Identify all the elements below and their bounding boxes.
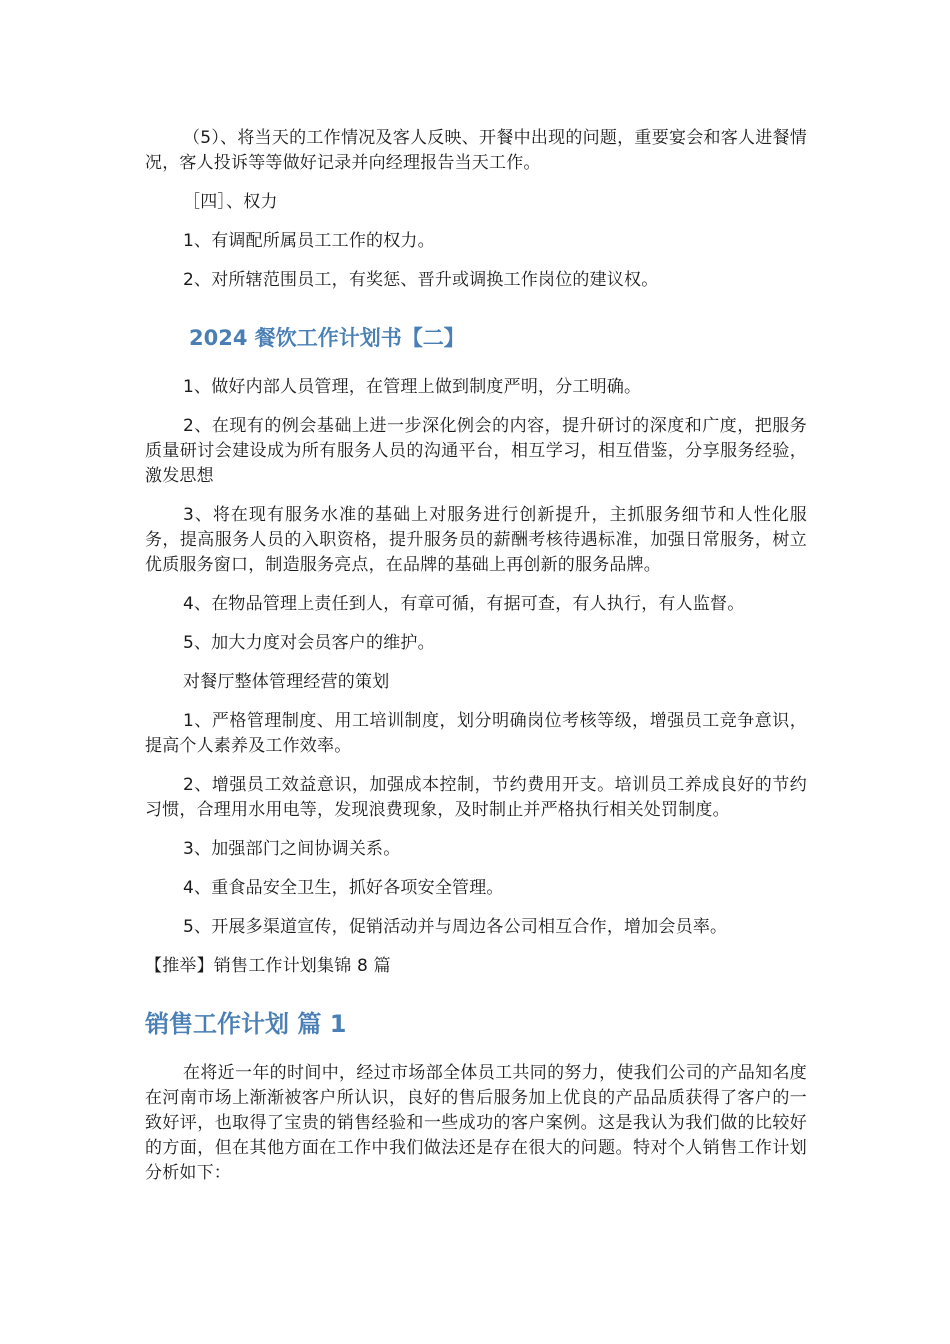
- section-heading: 2024 餐饮工作计划书【二】: [189, 326, 465, 350]
- paragraph: （5）、将当天的工作情况及客人反映、开餐中出现的问题，重要宴会和客人进餐情况，客人投诉等等做好记录并向经理报告当天工作。: [145, 128, 807, 173]
- paragraph: 在将近一年的时间中，经过市场部全体员工共同的努力，使我们公司的产品知名度在河南市场上渐渐被客户所认识，良好的售后服务加上优良的产品品质获得了客户的一致好评，也取得了宝贵的销售经验和一些成功的客户案例。这是我认为我们做的比较好的方面，但在其他方面在工作中我们做法还是存在很大的问题。特对个人销售工作计划分析如下：: [145, 1063, 807, 1183]
- document-page: [145, 126, 807, 1186]
- list-item: 1、做好内部人员管理，在管理上做到制度严明，分工明确。: [183, 377, 642, 397]
- list-item: 2、在现有的例会基础上进一步深化例会的内容，提升研讨的深度和广度，把服务质量研讨会建设成为所有服务人员的沟通平台，相互学习，相互借鉴，分享服务经验，激发思想: [145, 416, 807, 486]
- list-item: 4、重食品安全卫生，抓好各项安全管理。: [183, 878, 504, 898]
- page-title: 销售工作计划 篇 1: [145, 1010, 347, 1038]
- section-label: ［四］、权力: [183, 192, 278, 212]
- list-item: 2、增强员工效益意识，加强成本控制，节约费用开支。培训员工养成良好的节约习惯，合理用水用电等，发现浪费现象，及时制止并严格执行相关处罚制度。: [145, 775, 807, 820]
- paragraph: 2、对所辖范围员工，有奖惩、晋升或调换工作岗位的建议权。: [183, 270, 659, 290]
- list-item: 1、严格管理制度、用工培训制度，划分明确岗位考核等级，增强员工竞争意识，提高个人素养及工作效率。: [145, 711, 807, 756]
- list-item: 4、在物品管理上责任到人，有章可循，有据可查，有人执行，有人监督。: [183, 594, 745, 614]
- list-item: 3、加强部门之间协调关系。: [183, 839, 401, 859]
- recommend-line: 【推举】销售工作计划集锦 8 篇: [145, 956, 391, 976]
- subsection-title: 对餐厅整体管理经营的策划: [183, 672, 390, 692]
- paragraph: 1、有调配所属员工工作的权力。: [183, 231, 435, 251]
- list-item: 5、开展多渠道宣传，促销活动并与周边各公司相互合作，增加会员率。: [183, 917, 728, 937]
- list-item: 3、将在现有服务水准的基础上对服务进行创新提升，主抓服务细节和人性化服务，提高服务人员的入职资格，提升服务员的薪酬考核待遇标准，加强日常服务，树立优质服务窗口，制造服务亮点，在品牌的基础上再创新的服务品牌。: [145, 505, 807, 575]
- list-item: 5、加大力度对会员客户的维护。: [183, 633, 435, 653]
